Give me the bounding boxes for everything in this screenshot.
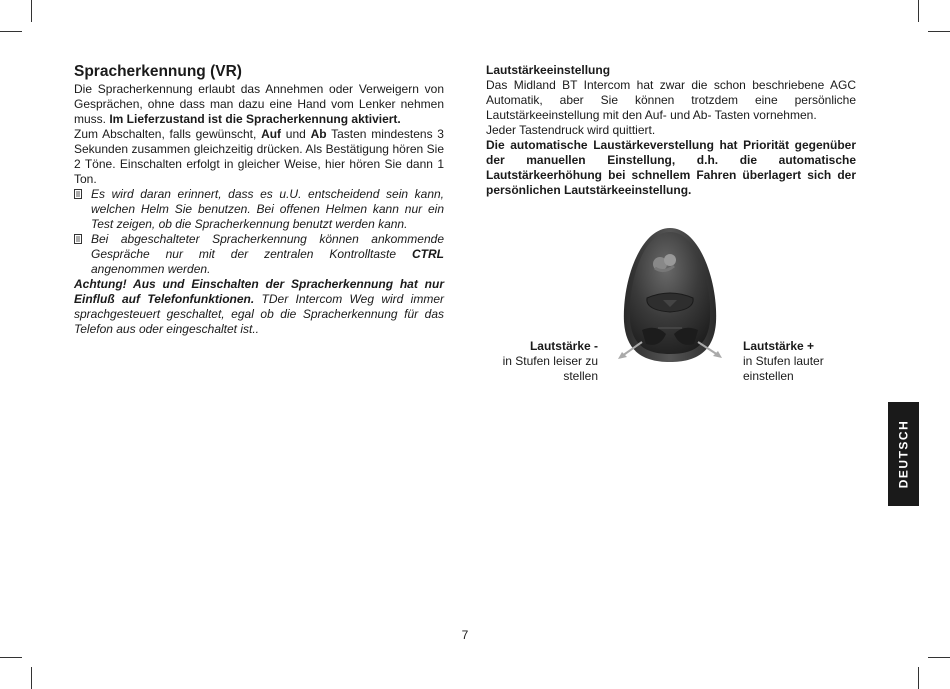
crop-mark bbox=[928, 657, 950, 658]
warning-bold: Achtung! Aus und Einschalten der Spracherkennung hat nur Einfluß auf Telefonfunktionen. bbox=[74, 277, 444, 306]
crop-mark bbox=[0, 657, 22, 658]
section-title-voice-recognition: Spracherkennung (VR) bbox=[74, 63, 242, 80]
crop-mark bbox=[918, 0, 919, 22]
volume-down-desc: in Stufen leiser zu stellen bbox=[502, 354, 598, 383]
paragraph-switch-off bbox=[74, 127, 444, 187]
note-icon bbox=[74, 234, 82, 244]
note-icon bbox=[74, 189, 82, 199]
crop-mark bbox=[31, 0, 32, 22]
crop-mark bbox=[31, 667, 32, 689]
language-tab-label: DEUTSCH bbox=[896, 419, 911, 489]
section-title-volume: Lautstärkeeinstellung bbox=[486, 63, 611, 77]
left-column bbox=[74, 63, 444, 337]
volume-paragraph-2: Jeder Tastendruck wird quittiert. bbox=[486, 123, 656, 137]
note-ctrl-text-b: angenommen werden. bbox=[91, 262, 211, 276]
page-number: 7 bbox=[461, 628, 469, 642]
paragraph-intro bbox=[74, 82, 444, 127]
volume-paragraph-1: Das Midland BT Intercom hat zwar die schon beschriebene AGC Automatik, aber Sie können trotzdem eine persönliche Lautstärkeeinstellung mit den Auf- und Ab- Tasten vornehmen. bbox=[486, 78, 856, 122]
crop-mark bbox=[918, 667, 919, 689]
key-up-label: Auf bbox=[261, 127, 282, 141]
arrow-left-icon bbox=[618, 342, 642, 359]
switch-text-c: Tasten mindestens 3 Sekunden zusammen gleichzeitig drücken. Als Bestätigung hören Sie 2 Töne. Einschalten erfolgt in gleicher Weise, hier hören Sie dann 1 Ton. bbox=[74, 127, 444, 186]
volume-up-title: Lautstärke + bbox=[743, 339, 815, 353]
switch-text-a: Zum Abschalten, falls gewünscht, bbox=[74, 127, 262, 141]
volume-paragraph-3: Die automatische Laustärkeverstellung hat Priorität gegenüber der manuellen Einstellung, d.h. die automatische Lautstärkeerhöhung bei schnellem Fahren überlagert sich der persönlichen Lautstärkeeinstellung. bbox=[486, 138, 856, 197]
switch-text-b: und bbox=[281, 127, 311, 141]
arrow-right-icon bbox=[698, 342, 722, 358]
key-down-label: Ab bbox=[310, 127, 327, 141]
intro-bold: Im Lieferzustand ist die Spracherkennung aktiviert. bbox=[109, 112, 401, 126]
crop-mark bbox=[928, 31, 950, 32]
note-helmet-text: Es wird daran erinnert, dass es u.U. entscheidend sein kann, welchen Helm Sie benutzen. Bei offenen Helmen kann nur ein Test zeigen, ob die Spracherkennung benutzt werden kann. bbox=[91, 187, 444, 231]
volume-up-desc: in Stufen lauter einstellen bbox=[743, 354, 824, 383]
volume-up-label bbox=[743, 339, 863, 384]
volume-down-title: Lautstärke - bbox=[529, 339, 598, 353]
warning-rest: TDer Intercom Weg wird immer sprachgesteuert geschaltet, egal ob die Spracherkennung für das Telefon aus oder eingeschaltet ist.. bbox=[74, 292, 444, 336]
warning-paragraph bbox=[74, 277, 444, 337]
right-column bbox=[486, 63, 856, 198]
ctrl-key-label: CTRL bbox=[412, 247, 444, 261]
crop-mark bbox=[0, 31, 22, 32]
note-ctrl-text-a: Bei abgeschalteter Spracherkennung können ankommende Gespräche nur mit der zentralen Kontrolltaste bbox=[91, 232, 444, 261]
volume-down-label bbox=[480, 339, 598, 384]
note-ctrl bbox=[74, 232, 444, 277]
arrows-group bbox=[600, 330, 740, 370]
note-helmet bbox=[74, 187, 444, 232]
intro-text: Die Spracherkennung erlaubt das Annehmen oder Verweigern von Gesprächen, ohne dass man dazu eine Hand vom Lenker nehmen muss. bbox=[74, 82, 444, 126]
language-tab bbox=[888, 402, 919, 506]
